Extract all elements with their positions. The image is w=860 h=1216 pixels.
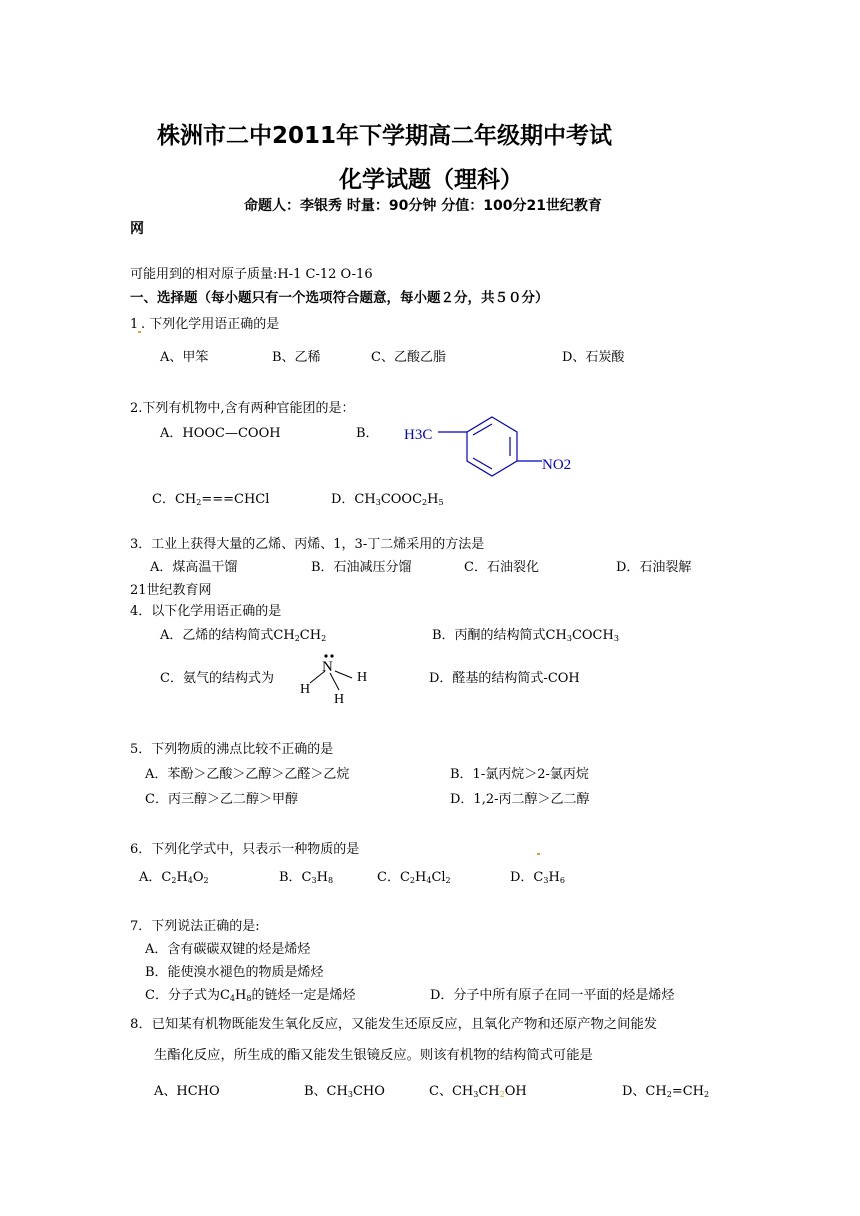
q6-option-c: C．$C_2H_4Cl_2$ — [377, 870, 451, 885]
q4-option-a: A．乙烯的结构简式$CH_2CH_2$ — [160, 628, 327, 643]
q7-option-a: A．含有碳碳双键的烃是烯烃 — [145, 942, 311, 957]
q1-option-d: D、石炭酸 — [562, 350, 625, 365]
q1-option-a: A、甲笨 — [160, 350, 209, 365]
q6-option-a: A．$C_2H_4O_2$ — [139, 870, 209, 885]
q3-option-d: D．石油裂解 — [616, 560, 692, 575]
q6-option-b: B．$C_3H_8$ — [279, 870, 334, 885]
q1-option-c: C、乙酸乙脂 — [371, 350, 446, 365]
hydrogen-label-bottom: H — [334, 692, 345, 707]
q8-option-a: A、HCHO — [154, 1084, 220, 1099]
q8-option-d: D、$CH_2=CH_2$ — [622, 1084, 710, 1099]
q2-option-d: D．$CH_3COOC_2H_5$ — [331, 492, 444, 507]
q2-stem: 2.下列有机物中,含有两种官能团的是： — [130, 401, 355, 416]
q1-option-b: B、乙稀 — [272, 350, 321, 365]
q4-option-c: C．氨气的结构式为 — [160, 671, 274, 686]
atomic-mass-note: 可能用到的相对原子质量:H-1 C-12 O-16 — [130, 267, 373, 282]
q4-stem: 4．以下化学用语正确的是 — [130, 604, 282, 619]
q2-option-a: A．HOOC—COOH — [160, 426, 281, 441]
q1-stem: . 下列化学用语正确的是 — [141, 317, 280, 332]
nitrogen-label: N — [322, 659, 333, 675]
q3-option-a: A．煤高温干馏 — [150, 560, 238, 575]
q8-stem-line2: 生酯化反应，所生成的酯又能发生银镜反应。则该有机物的结构简式可能是 — [154, 1048, 593, 1063]
q2-option-b: B． — [356, 426, 379, 441]
q8-stem-line1: 8．已知某有机物既能发生氧化反应，又能发生还原反应，且氧化产物和还原产物之间能发 — [130, 1017, 658, 1032]
q7-stem: 7．下列说法正确的是: — [130, 919, 260, 934]
q5-option-a: A．苯酚＞乙酸＞乙醇＞乙醛＞乙烷 — [145, 767, 350, 782]
q7-option-b: B．能使溴水褪色的物质是烯烃 — [145, 965, 324, 980]
exam-meta-wrap: 网 — [130, 221, 144, 237]
section-heading: 一、选择题（每小题只有一个选项符合题意，每小题２分，共５０分） — [130, 290, 549, 306]
q3-option-c: C．石油裂化 — [464, 560, 539, 575]
q4-option-b: B．丙酮的结构简式$CH_3COCH_3$ — [432, 628, 619, 643]
q5-stem: 5．下列物质的沸点比较不正确的是 — [130, 742, 334, 757]
hydrogen-label-left: H — [300, 682, 311, 697]
q4-option-d: D．醛基的结构简式-COH — [429, 671, 580, 686]
q2-option-c: C．$CH_2===CHCl$ — [152, 492, 270, 507]
q5-option-c: C．丙三醇＞乙二醇＞甲醇 — [145, 792, 298, 807]
q6-option-d: D．$C_3H_6$ — [510, 870, 565, 885]
q5-option-b: B．1-氯丙烷＞2-氯丙烷 — [450, 767, 589, 782]
exam-subtitle: 化学试题（理科） — [339, 167, 523, 193]
q1-number: 1 — [130, 317, 139, 332]
exam-meta: 命题人：李银秀 时量：90分钟 分值：100分21世纪教育 — [244, 198, 602, 214]
q8-option-c: C、$CH_3CH_2OH$ — [429, 1084, 527, 1099]
methyl-group-label: H3C — [404, 427, 433, 443]
q5-option-d: D．1,2-丙二醇＞乙二醇 — [450, 792, 590, 807]
q7-option-d: D．分子中所有原子在同一平面的烃是烯烃 — [430, 988, 675, 1003]
q6-stem: 6．下列化学式中，只表示一种物质的是 — [130, 842, 360, 857]
q7-option-c: C．分子式为$C_4H_8$的链烃一定是烯烃 — [145, 988, 356, 1003]
q3-stem: 3．工业上获得大量的乙烯、丙烯、1，3-丁二烯采用的方法是 — [130, 537, 485, 552]
exam-title: 株洲市二中2011年下学期高二年级期中考试 — [157, 123, 613, 149]
q6-mark — [537, 853, 540, 855]
hydrogen-label-right: H — [357, 670, 368, 685]
nitro-group-label: NO2 — [542, 457, 572, 473]
q3-watermark: 21世纪教育网 — [130, 583, 212, 598]
q8-option-b: B、$CH_3CHO$ — [304, 1084, 385, 1099]
q3-option-b: B．石油减压分馏 — [311, 560, 412, 575]
